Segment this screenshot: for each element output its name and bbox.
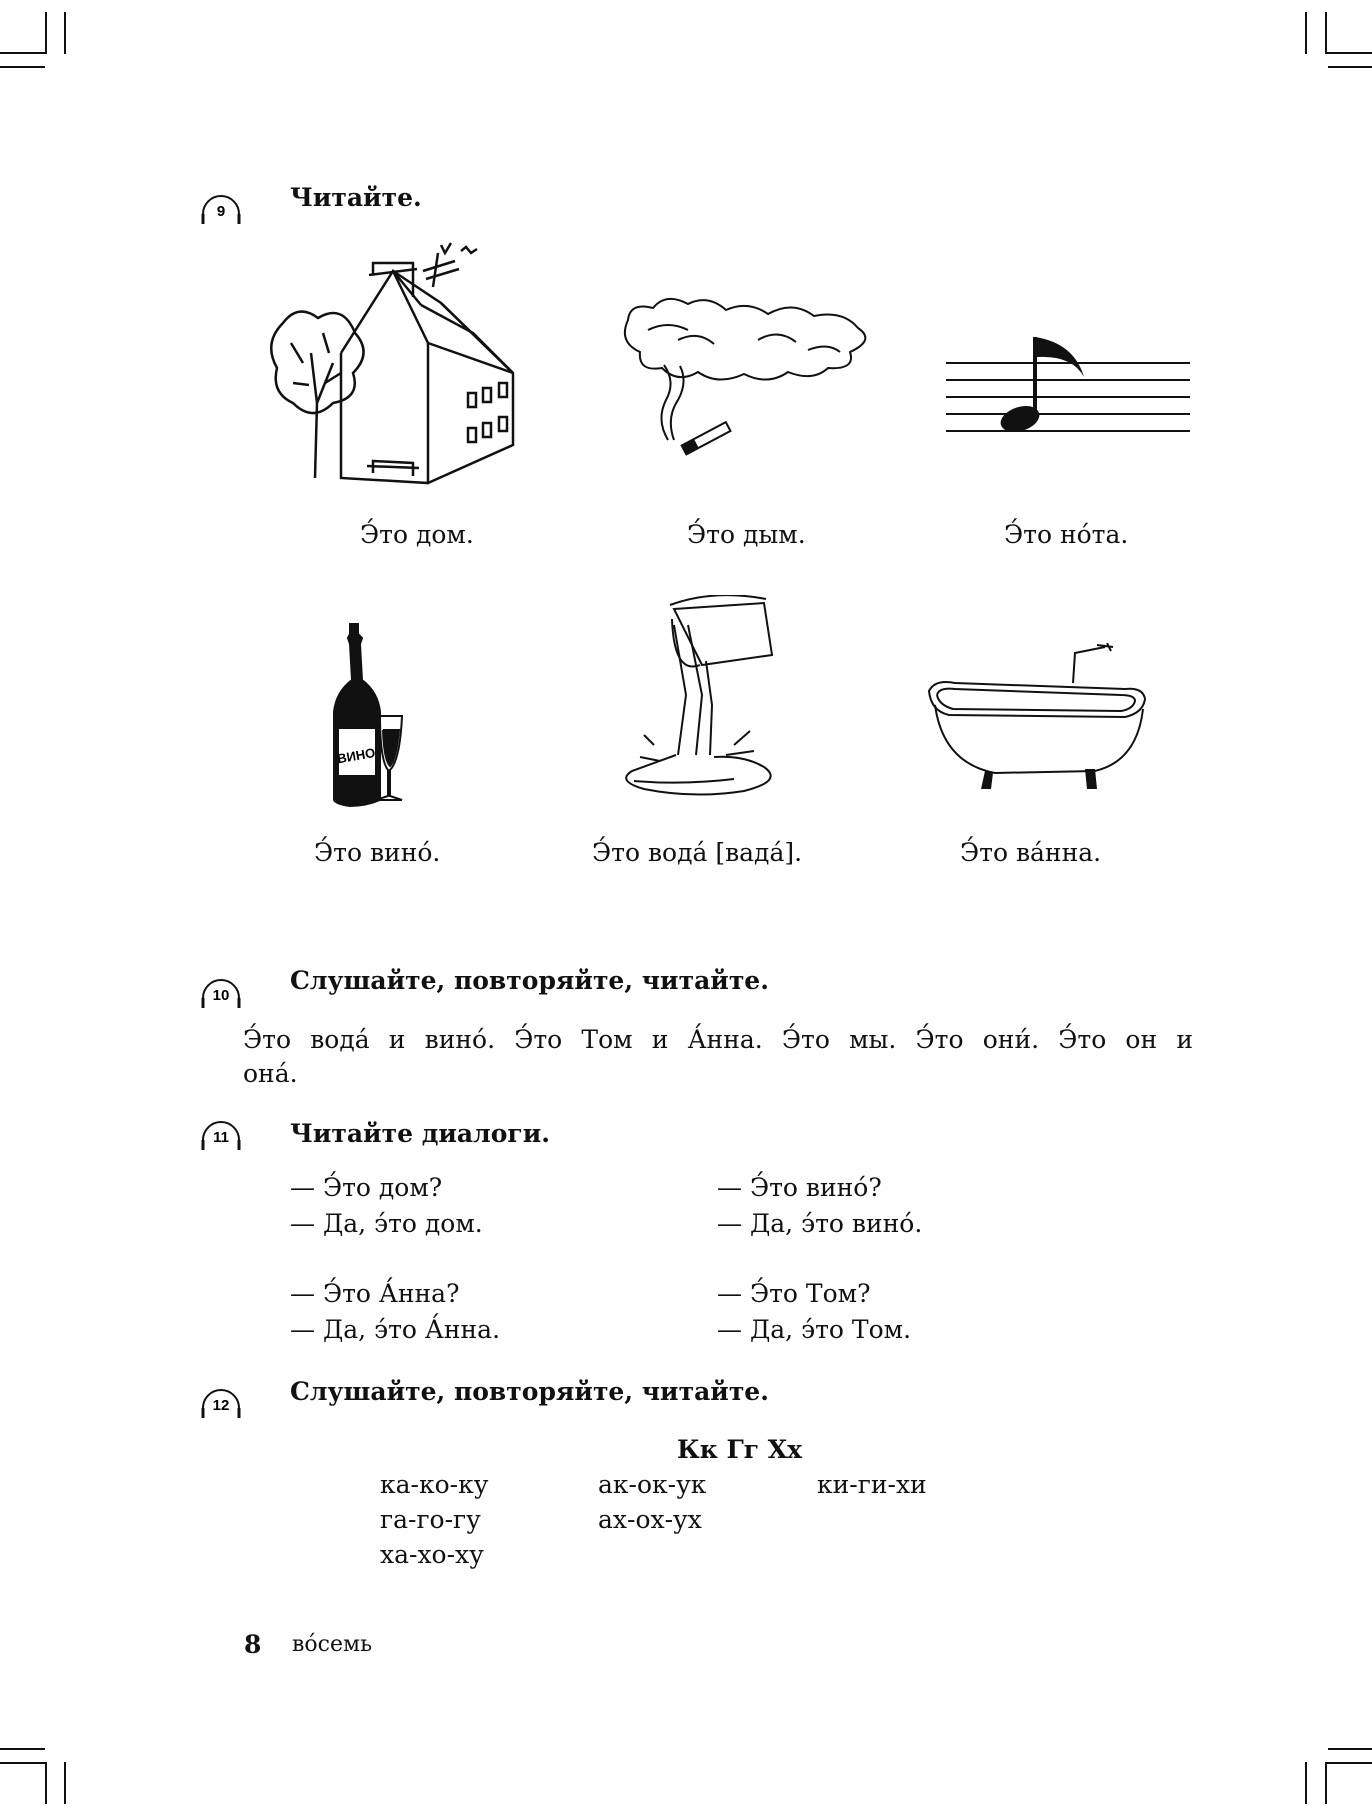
caption-smoke: Э́то дым.	[687, 520, 806, 549]
syllable-row: ки-ги-хи	[817, 1470, 927, 1499]
dialog-line: — Да, э́то дом.	[290, 1209, 483, 1238]
crop-mark	[45, 1762, 47, 1804]
crop-mark	[45, 12, 47, 54]
exercise-number: 11	[213, 1129, 229, 1146]
syllable-row: ак-ок-ук	[598, 1470, 707, 1499]
audio-headphones-icon[interactable]	[199, 1374, 243, 1422]
dialog-line: — Да, э́то Том.	[717, 1315, 912, 1344]
caption-note: Э́то но́та.	[1004, 520, 1129, 549]
page-number: 8	[244, 1630, 262, 1659]
exercise-text-line: она́.	[243, 1059, 298, 1088]
exercise-title: Читайте диалоги.	[290, 1119, 550, 1148]
dialog-line: — Э́то вино́?	[717, 1173, 882, 1202]
exercise-title: Слушайте, повторяйте, читайте.	[290, 1377, 769, 1406]
syllable-row: га-го-гу	[380, 1505, 481, 1534]
crop-mark	[64, 1762, 66, 1804]
crop-mark	[0, 1762, 47, 1764]
musical-note-illustration	[944, 333, 1192, 445]
exercise-number: 9	[216, 203, 226, 220]
exercise-title: Слушайте, повторяйте, читайте.	[290, 966, 769, 995]
dialog-line: — Э́то дом?	[290, 1173, 443, 1202]
audio-headphones-icon[interactable]	[199, 964, 243, 1012]
page-word: во́семь	[292, 1632, 373, 1657]
smoke-illustration	[618, 290, 878, 470]
crop-mark	[1325, 12, 1327, 54]
exercise-text-line: Э́то вода́ и вино́. Э́то Том и А́нна. Э́то мы. Э́то они́. Э́то он и	[243, 1025, 1193, 1054]
audio-headphones-icon[interactable]	[199, 1106, 243, 1154]
caption-house: Э́то дом.	[360, 520, 474, 549]
syllable-row: ка-ко-ку	[380, 1470, 489, 1499]
exercise-number: 10	[212, 987, 230, 1004]
bottle-label: ВИНО	[336, 744, 377, 767]
crop-mark	[1305, 12, 1307, 54]
dialog-line: — Да, э́то вино́.	[717, 1209, 923, 1238]
audio-headphones-icon[interactable]	[199, 180, 243, 228]
crop-mark	[0, 66, 45, 68]
caption-bath: Э́то ва́нна.	[960, 838, 1102, 867]
dialog-line: — Э́то А́нна?	[290, 1279, 460, 1308]
dialog-line: — Э́то Том?	[717, 1279, 871, 1308]
crop-mark	[1325, 1762, 1372, 1764]
exercise-number: 12	[212, 1397, 230, 1414]
crop-mark	[1325, 1762, 1327, 1804]
caption-wine: Э́то вино́.	[314, 838, 441, 867]
wine-illustration	[330, 620, 430, 810]
dialog-line: — Да, э́то А́нна.	[290, 1315, 501, 1344]
crop-mark	[1328, 66, 1372, 68]
crop-mark	[64, 12, 66, 54]
caption-water: Э́то вода́ [вада́].	[592, 838, 803, 867]
exercise-title: Читайте.	[290, 183, 422, 212]
crop-mark	[0, 1748, 45, 1750]
syllable-row: ха-хо-ху	[380, 1540, 484, 1569]
crop-mark	[0, 52, 47, 54]
crop-mark	[1328, 1748, 1372, 1750]
letters-heading: Кк Гг Хх	[677, 1435, 803, 1464]
bathtub-illustration	[925, 643, 1160, 798]
crop-mark	[1305, 1762, 1307, 1804]
crop-mark	[1325, 52, 1372, 54]
syllable-row: ах-ох-ух	[598, 1505, 702, 1534]
water-pouring-illustration	[614, 595, 794, 805]
house-illustration	[263, 233, 525, 490]
